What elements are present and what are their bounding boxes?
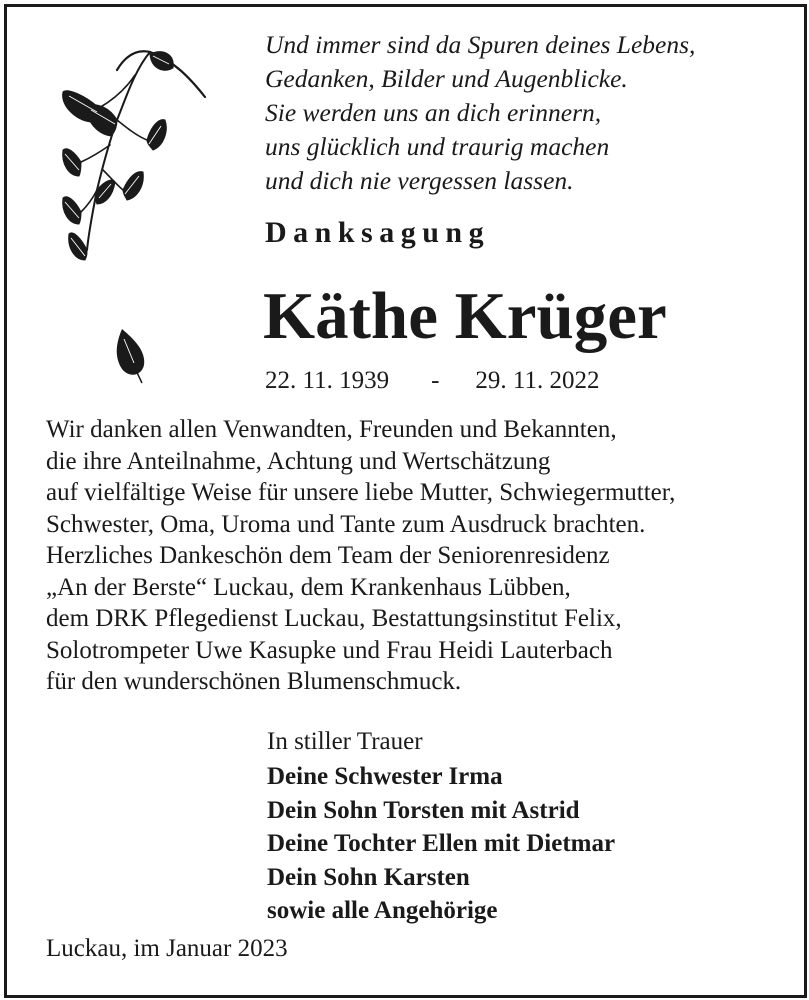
life-dates (265, 367, 599, 395)
body-line: Wir danken allen Venwandten, Freunden und Bekannten, (46, 416, 617, 443)
birch-branch-icon (55, 40, 215, 265)
body-line: die ihre Anteilnahme, Achtung und Wertschätzung (46, 447, 551, 475)
poem-line: Gedanken, Bilder und Augenblicke. (265, 64, 628, 93)
body-line: Solotrompeter Uwe Kasupke und Frau Heidi Lauterbach (46, 636, 613, 664)
mourner: sowie alle Angehörige (267, 897, 498, 924)
body-line: auf vielfältige Weise für unsere liebe Mutter, Schwiegermutter, (46, 479, 676, 506)
falling-leaf-icon (110, 325, 152, 387)
poem-line: Sie werden uns an dich erinnern, (265, 98, 602, 127)
mourning-intro: In stiller Trauer (267, 728, 423, 755)
poem-line: Und immer sind da Spuren deines Lebens, (265, 30, 696, 59)
mourner: Deine Schwester Irma (267, 763, 503, 790)
place-and-date: Luckau, im Januar 2023 (46, 935, 288, 962)
body-line: Herzliches Dankeschön dem Team der Seniorenresidenz (46, 542, 610, 569)
heading-danksagung: Danksagung (265, 216, 491, 249)
deceased-name: Käthe Krüger (263, 279, 667, 353)
poem-line: und dich nie vergessen lassen. (265, 166, 574, 195)
body-line: dem DRK Pflegedienst Luckau, Bestattungsinstitut Felix, (46, 605, 622, 632)
mourner: Dein Sohn Torsten mit Astrid (267, 796, 580, 824)
mourners-list (267, 760, 615, 928)
body-line: „An der Berste“ Luckau, dem Krankenhaus Lübben, (46, 573, 571, 601)
mourner: Dein Sohn Karsten (267, 863, 470, 891)
birth-date: 22. 11. 1939 (265, 367, 390, 394)
death-date: 29. 11. 2022 (475, 367, 600, 394)
mourner: Deine Tochter Ellen mit Dietmar (267, 830, 616, 857)
body-line: Schwester, Oma, Uroma und Tante zum Ausdruck brachten. (46, 510, 646, 538)
thank-you-text (46, 414, 675, 698)
poem-line: uns glücklich und traurig machen (265, 132, 610, 161)
body-line: für den wunderschönen Blumenschmuck. (46, 668, 462, 695)
poem (265, 28, 695, 198)
date-separator: - (431, 367, 440, 394)
